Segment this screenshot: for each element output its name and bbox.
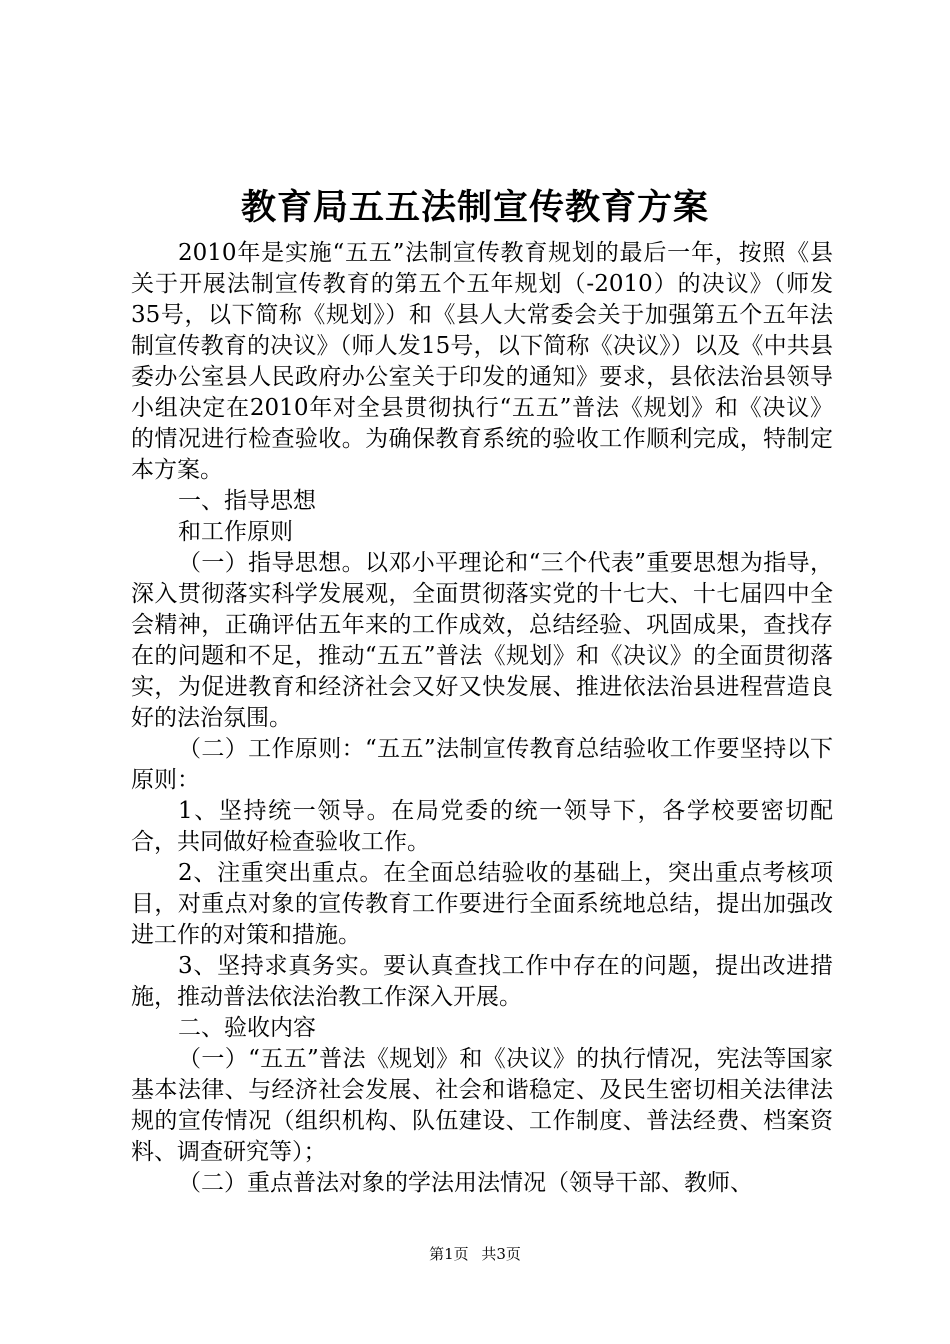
page-footer	[0, 1243, 950, 1264]
principle-item-1: 1、坚持统一领导。在局党委的统一领导下，各学校要密切配合，共同做好检查验收工作。	[131, 798, 833, 855]
principle-item-2: 2、注重突出重点。在全面总结验收的基础上，突出重点考核项目，对重点对象的宣传教育工作要进行全面系统地总结，提出加强改进工作的对策和措施。	[131, 860, 833, 948]
page-total: 共3页	[481, 1245, 521, 1263]
content-item-1: （一）“五五”普法《规划》和《决议》的执行情况，宪法等国家基本法律、与经济社会发展、社会和谐稳定、及民生密切相关法律法规的宣传情况（组织机构、队伍建设、工作制度、普法经费、档案资料、调查研究等）；	[131, 1046, 833, 1165]
heading-work-principles: 和工作原则	[178, 519, 293, 545]
paragraph-intro: 2010年是实施“五五”法制宣传教育规划的最后一年，按照《县关于开展法制宣传教育的第五个五年规划（-2010）的决议》（师发35号，以下简称《规划》）和《县人大常委会关于加强第五个五年法制宣传教育的决议》（师人发15号，以下简称《决议》）以及《中共县委办公室县人民政府办公室关于印发的通知》要求，县依法治县领导小组决定在2010年对全县贯彻执行“五五”普法《规划》和《决议》的情况进行检查验收。为确保教育系统的验收工作顺利完成，特制定本方案。	[131, 240, 833, 483]
heading-guiding-ideology: 一、指导思想	[178, 488, 316, 514]
document-title: 教育局五五法制宣传教育方案	[240, 187, 709, 228]
page-number: 第1页	[429, 1245, 469, 1263]
paragraph-work-principles: （二）工作原则：“五五”法制宣传教育总结验收工作要坚持以下原则：	[131, 736, 833, 793]
heading-acceptance-content: 二、验收内容	[178, 1015, 316, 1041]
document-body	[131, 238, 833, 1199]
paragraph-guiding-ideology: （一）指导思想。以邓小平理论和“三个代表”重要思想为指导，深入贯彻落实科学发展观，全面贯彻落实党的十七大、十七届四中全会精神，正确评估五年来的工作成效，总结经验、巩固成果，查找存在的问题和不足，推动“五五”普法《规划》和《决议》的全面贯彻落实，为促进教育和经济社会又好又快发展、推进依法治县进程营造良好的法治氛围。	[131, 550, 833, 731]
content-item-2: （二）重点普法对象的学法用法情况（领导干部、教师、	[178, 1170, 753, 1196]
principle-item-3: 3、坚持求真务实。要认真查找工作中存在的问题，提出改进措施，推动普法依法治教工作深入开展。	[131, 953, 833, 1010]
